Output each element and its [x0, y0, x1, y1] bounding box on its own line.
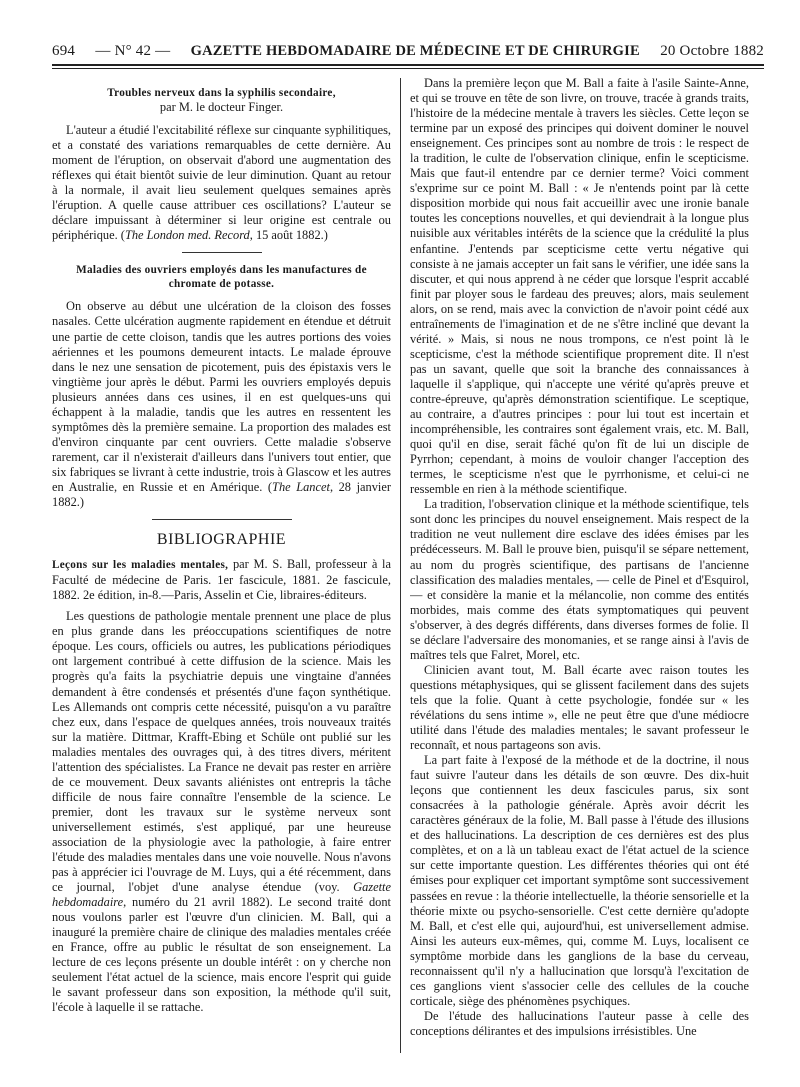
- source-title: The London med. Record: [124, 228, 250, 243]
- column-divider: [400, 78, 401, 1053]
- article-title-syphilis: Troubles nerveux dans la syphilis secondaire,: [107, 87, 336, 99]
- bibliography-paragraph: Les questions de pathologie mentale prennent une place de plus en plus grande dans les préoccupations scientifiques de notre époque. Les cours, officiels ou autres, les publications périodiques ont largement contribué à cette diffusion de la science. Mais les progrès qu'a faits la psychiatrie depuis une vingtaine d'années demandent à être condensés et présentés d'une façon synthétique. Les Allemands ont compris cette nécessité, puisqu'on a vu paraître chez eux, dans l'espace de quelques années, trois nouveaux traités sur la matière. Dittmar, Krafft-Ebing et Schüle ont publié sur les maladies mentales des ouvrages qui, à des titres divers, méritent l'attention des spécialistes. La France ne devait pas rester en arrière de ce mouvement. Deux savants aliénistes ont entrepris la tâche difficile de nous faire connaître l'ensemble de la science. Le premier, dont les travaux sur le système nerveux sont universellement estimés, s'est appliqué, par une heureuse association de la physiologie avec la pathologie, à faire entrer l'étude des maladies mentales dans une voie nouvelle. Nous n'avons pas à apprécier ici l'ouvrage de M. Luys, qui a été récemment, dans ce journal, l'objet d'une analyse étendue (voy. Gazette hebdomadaire, numéro du 21 avril 1882). Le second traité dont nous voulons parler est l'œuvre d'un clinicien. M. Ball, qui a inauguré la première chaire de clinique des maladies mentales créée en France, offre au public le résultat de son enseignement. La lecture de ces leçons présente un double intérêt : on y cherche non seulement l'état actuel de la science, mais encore l'esprit qui guide le savant professeur dans son exposition, la méthode qu'il suit, l'école à laquelle il se rattache.: [52, 609, 391, 1015]
- paragraph: Clinicien avant tout, M. Ball écarte avec raison toutes les questions métaphysiques, qui se glissent facilement dans des sujets tels que la folie. Quant à cette psychologie, fondée sur « les révélations du sens intime », elle ne peut être que d'une médiocre utilité dans l'étude des maladies mentales; le savant professeur le reconnaît, et nous partageons son avis.: [410, 662, 749, 753]
- paragraph: De l'étude des hallucinations l'auteur passe à celle des conceptions délirantes et des impulsions irrésistibles. Une: [410, 1008, 749, 1038]
- running-header: [52, 40, 764, 62]
- paragraph: La tradition, l'observation clinique et la méthode scientifique, tels sont donc les principes du nouvel enseignement. Mais respect de la tradition ne veut nullement dire esclave des idées émises par les prédécesseurs. M. Ball le prouve bien, puisqu'il se sépare nettement, au nom du progrès scientifique, des partisans de l'ancienne classification des maladies mentales, — celle de Pinel et d'Esquirol, — et considère la manie et la mélancolie, non comme des entités morbides, mais comme des états symptomatiques qui peuvent s'observer, à des degrés différents, dans diverses formes de folie. Il se déclare l'adversaire des monomanies, et se range ainsi à l'avis de maîtres tels que Falret, Morel, etc.: [410, 497, 749, 662]
- source-title: The Lancet: [272, 479, 330, 494]
- book-title: Leçons sur les maladies mentales,: [52, 559, 229, 572]
- header-rule: [52, 64, 764, 66]
- book-reference: [52, 557, 391, 603]
- page-number: 694: [52, 42, 76, 59]
- article-body-syphilis: L'auteur a étudié l'excitabilité réflexe sur cinquante syphilitiques, et a constaté des variations remarquables de cette dernière. Au moment de l'éruption, on observait d'abord une augmentation des réflexes qui était bientôt suivie de leur diminution. Quant au retour à la normale, il avait lieu seulement quelques semaines après l'éruption. A quelle cause attribuer ces oscillations? L'auteur se déclare impuissant à déterminer si leur origine est centrale ou périphérique. (The London med. Record, 15 août 1882.): [52, 123, 391, 243]
- issue-number: — N° 42 —: [95, 42, 171, 59]
- article-body-chromate: On observe au début une ulcération de la cloison des fosses nasales. Cette ulcération augmente rapidement en étendue et détruit une partie de cette cloison, tandis que les autres portions des voies aériennes et les poumons demeurent intacts. Le malade éprouve dans le nez une sensation de picotement, puis des épistaxis vers le vingtième jour après le début. Parmi les ouvriers employés depuis plusieurs années dans ces usines, il en est quelques-uns qui échappent à la maladie, tandis que les autres en ressentent les symptômes dès la première semaine. La proportion des malades est d'environ cinquante par cent ouvriers. Cette maladie s'observe rarement, car il n'existerait d'ailleurs dans l'univers tout entier, que six fabriques se livrant à cette industrie, trois à Glascow et les autres en Australie, en Russie et en Amérique. (The Lancet, 28 janvier 1882.): [52, 299, 391, 510]
- header-rule-thin: [52, 68, 764, 69]
- article-title-chromate: Maladies des ouvriers employés dans les manufactures de chromate de potasse.: [76, 264, 367, 291]
- article-byline: par M. le docteur Finger.: [159, 100, 284, 114]
- bibliography-heading: BIBLIOGRAPHIE: [156, 531, 287, 549]
- book-details: par M. S. Ball, professeur à la Faculté de médecine de Paris. 1er fascicule, 1881. 2e fascicule, 1882. 2e édition, in-8.—Paris, Asselin et Cie, libraires-éditeurs.: [52, 557, 391, 603]
- text-columns: [52, 76, 764, 1053]
- issue-date: 20 Octobre 1882: [660, 42, 764, 59]
- journal-title: GAZETTE HEBDOMADAIRE DE MÉDECINE ET DE CHIRURGIE: [190, 42, 640, 59]
- paragraph: Dans la première leçon que M. Ball a faite à l'asile Sainte-Anne, et qui se trouve en tête de son livre, on trouve, tracée à grands traits, l'histoire de la médecine mentale à travers les siècles. Cette leçon se termine par un exposé des principes qui doivent dominer le nouvel enseignement. Ces principes sont au nombre de trois : le respect de la tradition, le culte de l'observation clinique, enfin le scepticisme. Mais que faut-il entendre par ce dernier terme? Voici comment s'exprime sur ce point M. Ball : « Je n'entends point par là cette disposition morbide qui nous fait accueillir avec une ironie banale toutes les conceptions nouvelles, et qui deviendrait à la longue plus nuisible aux véritables intérêts de la science que la crédulité la plus enfantine. J'entends par scepticisme cette vertu négative qui consiste à ne jamais accepter un fait sans le vérifier, une idée sans la discuter, et qui nous apprend à ne céder que lorsque l'esprit accablé finit par ployer sous le fardeau des preuves; alors, mais seulement alors, on se rend, mais avec la conviction de n'avoir point cédé aux entraînements de l'imagination et de ne s'être incliné que devant la vérité. » Mais, si nous ne nous trompons, ce n'est point là le scepticisme, c'est la méthode scientifique proprement dite. Il n'est pas un savant, quelle que soit la branche des connaissances à laquelle il s'applique, qui n'accepte une vérité qu'après preuve et contre-épreuve, qu'après démonstration scientifique. Le sceptique, au contraire, a d'autres principes : pour lui tout est incertain et incompréhensible, les contraires sont également vrais, etc. M. Ball, quoi qu'il en dise, serait fâché qu'on fît de lui un disciple de Pyrrhon; cependant, à moins de vouloir changer l'acception des termes, le scepticisme n'est que le pyrrhonisme, et celui-ci ne ressemble en rien à la méthode scientifique.: [410, 76, 749, 497]
- section-separator: [182, 252, 262, 253]
- right-column: [410, 76, 749, 1053]
- section-separator: [152, 519, 292, 520]
- left-column: [52, 76, 391, 1053]
- journal-reference: Gazette hebdomadaire: [52, 880, 391, 910]
- paragraph: La part faite à l'exposé de la méthode et de la doctrine, il nous faut suivre l'auteur dans les détails de son œuvre. Des dix-huit leçons que contiennent les deux fascicules parus, six sont consacrées à la pathologie générale. Après avoir décrit les caractères généraux de la folie, M. Ball passe à l'étude des illusions et des hallucinations. La description de ces dernières est des plus complètes, et on a là un tableau exact de l'état actuel de la science sur cette importante question. Les différentes théories qui ont été émises pour expliquer cet important symptôme sont successivement passées en revue : la théorie intellectuelle, la théorie sensorielle et la théorie mixte ou psycho-sensorielle. C'est cette dernière qu'adopte M. Ball, et c'est elle qui, aujourd'hui, est universellement admise. Ainsi les auteurs eux-mêmes, qui, comme M. Luys, localisent ce symptôme morbide dans les ganglions de la base du cerveau, reconnaissent qu'il n'y a hallucination que lorsqu'à l'excitation de ces ganglions vient s'associer celle des cellules de la couche corticale, siège des phénomènes psychiques.: [410, 753, 749, 1008]
